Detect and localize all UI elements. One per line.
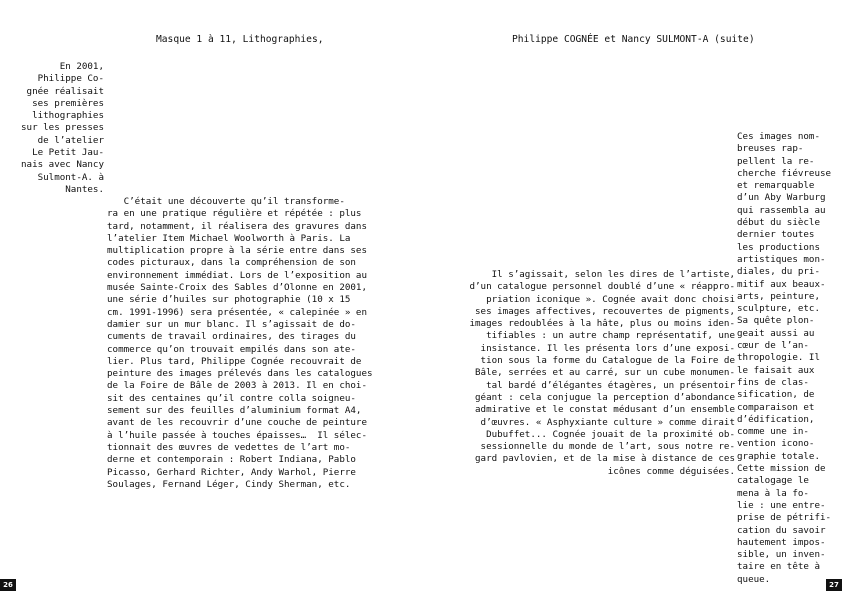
left-page-header: Masque 1 à 11, Lithographies,: [156, 34, 324, 45]
right-page-header: Philippe COGNÉE et Nancy SULMONT-A (suite): [512, 34, 755, 45]
left-body-text: C’était une découverte qu’il transforme- ra en une pratique régulière et répétée : plus tard, notamment, il réalisera des gravures dans l’atelier Item Michael Woolworth à Paris. La multiplication propre à la série entre dans ses codes picturaux, dans la compréhension de son environnement immédiat. Lors de l’exposition au musée Sainte-Croix des Sables d’Olonne en 2001, une série d’huiles sur photographie (10 x 15 cm. 1991-1996) sera présentée, « calepinée » en damier sur un mur blanc. Il s’agissait de do- cuments de travail ordinaires, des tirages du commerce qu’on trouvait empilés dans son ate- lier. Plus tard, Philippe Cognée recouvrait de peinture des images prélevés dans les catalogues de la Foire de Bâle de 2003 à 2013. Il en choi- sit des centaines qu’il contre colla soigneu- sement sur des feuilles d’aluminium format A4, avant de les recouvrir d’une couche de peinture à l’huile passée à touches épaisses… Il sélec- tionnait des œuvres de vedettes de l’art mo- derne et contemporain : Robert Indiana, Pablo Picasso, Gerhard Richter, Andy Warhol, Pierre Soulages, Fernand Léger, Cindy Sherman, etc.: [107, 196, 373, 490]
right-side-note: Ces images nom- breuses rap- pellent la re- cherche fiévreuse et remarquable d’un Aby Warburg qui rassembla au début du siècle dernier toutes les productions artistiques mon- diales, du pri- mitif aux beaux- arts, peinture, sculpture, etc. Sa quête plon- geait aussi au cœur de l’an- thropologie. Il le faisait aux fins de clas- sification, de comparaison et d’édification, comme une in- vention icono- graphie totale. Cette mission de catalogage le mena à la fo- lie : une entre- prise de pétrifi- cation du savoir hautement impos- sible, un inven- taire en tête à queue.: [737, 131, 832, 585]
page-number-left: 26: [0, 579, 16, 591]
page-number-right: 27: [826, 579, 842, 591]
left-intro-note: En 2001, Philippe Co- gnée réalisait ses premières lithographies sur les presses de l’atelier Le Petit Jau- nais avec Nancy Sulmont-A. à Nantes.: [21, 61, 104, 195]
right-body-text: Il s’agissait, selon les dires de l’artiste, d’un catalogue personnel doublé d’une « réappro- priation iconique ». Cognée avait donc choisi ses images affectives, recouvertes de pigments, images redoublées à la hâte, plus ou moins iden- tifiables : un autre champ représentatif, une insistance. Il les présenta lors d’une exposi- tion sous la forme du Catalogue de la Foire de Bâle, serrées et au carré, sur un cube monumen- tal bardé d’élégantes étagères, un présentoir géant : cela conjugue la perception d’abondance admirative et le constat médusant d’un ensemble d’œuvres. « Asphyxiante culture » comme dirait Dubuffet... Cognée jouait de la proximité ob- sessionnelle du monde de l’art, sous notre re- gard pavlovien, et de la mise à distance de ces icônes comme déguisées.: [469, 269, 735, 477]
